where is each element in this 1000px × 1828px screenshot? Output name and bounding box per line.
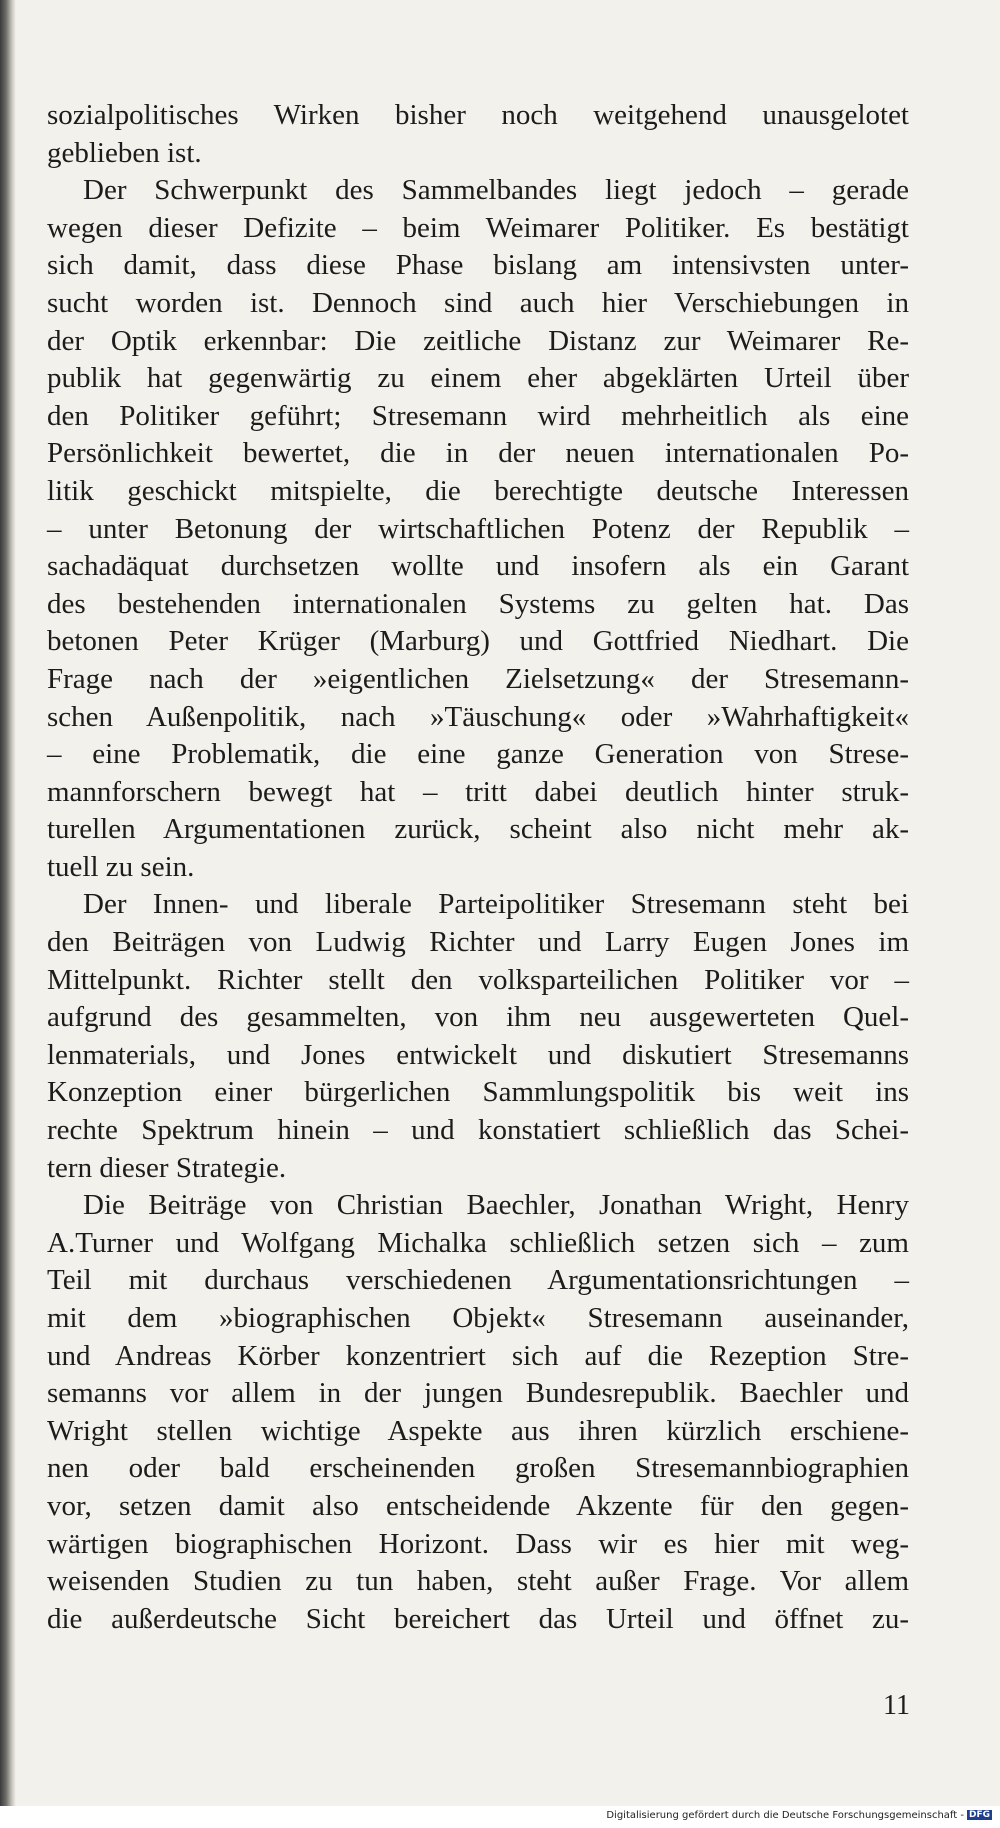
text-line: des bestehenden internationalen Systems zu gelten hat. Das bbox=[47, 587, 909, 620]
text-line: vor, setzen damit also entscheidende Akzente für den gegen- bbox=[47, 1489, 909, 1522]
text-line: Der Schwerpunkt des Sammelbandes liegt jedoch – gerade bbox=[83, 174, 909, 207]
text-line: nen oder bald erscheinenden großen Stresemannbiographien bbox=[47, 1452, 909, 1485]
text-line: die außerdeutsche Sicht bereichert das Urteil und öffnet zu- bbox=[47, 1602, 909, 1635]
text-line: wegen dieser Defizite – beim Weimarer Politiker. Es bestätigt bbox=[47, 211, 909, 244]
page-edge-shadow bbox=[0, 0, 16, 1828]
text-line: Persönlichkeit bewertet, die in der neuen internationalen Po- bbox=[47, 437, 909, 470]
text-line: weisenden Studien zu tun haben, steht außer Frage. Vor allem bbox=[47, 1565, 909, 1598]
text-line: den Politiker geführt; Stresemann wird mehrheitlich als eine bbox=[47, 399, 909, 432]
dfg-logo: DFG bbox=[968, 1810, 990, 1820]
text-line: der Optik erkennbar: Die zeitliche Distanz zur Weimarer Re- bbox=[47, 324, 909, 357]
text-line: sachadäquat durchsetzen wollte und insofern als ein Garant bbox=[47, 550, 909, 583]
text-line: litik geschickt mitspielte, die berechtigte deutsche Interessen bbox=[47, 474, 909, 507]
text-line: sucht worden ist. Dennoch sind auch hier Verschiebungen in bbox=[47, 286, 909, 319]
stamp-text: Digitalisierung gefördert durch die Deutsche Forschungsgemeinschaft - bbox=[606, 1810, 964, 1821]
digitization-stamp bbox=[560, 1810, 992, 1821]
text-line: – eine Problematik, die eine ganze Generation von Strese- bbox=[47, 738, 909, 771]
text-line: Die Beiträge von Christian Baechler, Jonathan Wright, Henry bbox=[83, 1189, 909, 1222]
body-text bbox=[47, 97, 909, 1638]
text-line: A.Turner und Wolfgang Michalka schließlich setzen sich – zum bbox=[47, 1226, 909, 1259]
text-line: aufgrund des gesammelten, von ihm neu ausgewerteten Quel- bbox=[47, 1001, 909, 1034]
text-line: schen Außenpolitik, nach »Täuschung« oder »Wahrhaftigkeit« bbox=[47, 700, 909, 733]
text-line: Wright stellen wichtige Aspekte aus ihren kürzlich erschiene- bbox=[47, 1414, 909, 1447]
text-line: sozialpolitisches Wirken bisher noch weitgehend unausgelotet bbox=[47, 99, 909, 131]
text-line: Teil mit durchaus verschiedenen Argumentationsrichtungen – bbox=[47, 1264, 909, 1297]
text-line: tern dieser Strategie. bbox=[47, 1151, 287, 1184]
text-line: geblieben ist. bbox=[47, 136, 202, 169]
text-line: Mittelpunkt. Richter stellt den volksparteilichen Politiker vor – bbox=[47, 963, 909, 996]
text-line: wärtigen biographischen Horizont. Dass wir es hier mit weg- bbox=[47, 1527, 909, 1560]
text-line: mannforschern bewegt hat – tritt dabei deutlich hinter struk- bbox=[47, 775, 909, 808]
text-line: Konzeption einer bürgerlichen Sammlungspolitik bis weit ins bbox=[47, 1076, 909, 1109]
text-line: lenmaterials, und Jones entwickelt und diskutiert Stresemanns bbox=[47, 1038, 909, 1071]
text-line: den Beiträgen von Ludwig Richter und Larry Eugen Jones im bbox=[47, 926, 909, 959]
text-line: turellen Argumentationen zurück, scheint also nicht mehr ak- bbox=[47, 813, 909, 846]
text-line: sich damit, dass diese Phase bislang am intensivsten unter- bbox=[47, 249, 909, 282]
text-line: Der Innen- und liberale Parteipolitiker Stresemann steht bei bbox=[83, 888, 909, 921]
text-line: tuell zu sein. bbox=[47, 850, 195, 883]
text-line: und Andreas Körber konzentriert sich auf die Rezeption Stre- bbox=[47, 1339, 909, 1372]
text-line: mit dem »biographischen Objekt« Stresemann auseinander, bbox=[47, 1302, 909, 1334]
text-line: Frage nach der »eigentlichen Zielsetzung« der Stresemann- bbox=[47, 662, 909, 695]
text-line: betonen Peter Krüger (Marburg) und Gottfried Niedhart. Die bbox=[47, 625, 909, 658]
text-line: rechte Spektrum hinein – und konstatiert schließlich das Schei- bbox=[47, 1114, 909, 1147]
text-line: publik hat gegenwärtig zu einem eher abgeklärten Urteil über bbox=[47, 362, 909, 395]
text-line: – unter Betonung der wirtschaftlichen Potenz der Republik – bbox=[47, 512, 909, 545]
text-line: semanns vor allem in der jungen Bundesrepublik. Baechler und bbox=[47, 1377, 909, 1410]
page-number: 11 bbox=[883, 1690, 910, 1721]
